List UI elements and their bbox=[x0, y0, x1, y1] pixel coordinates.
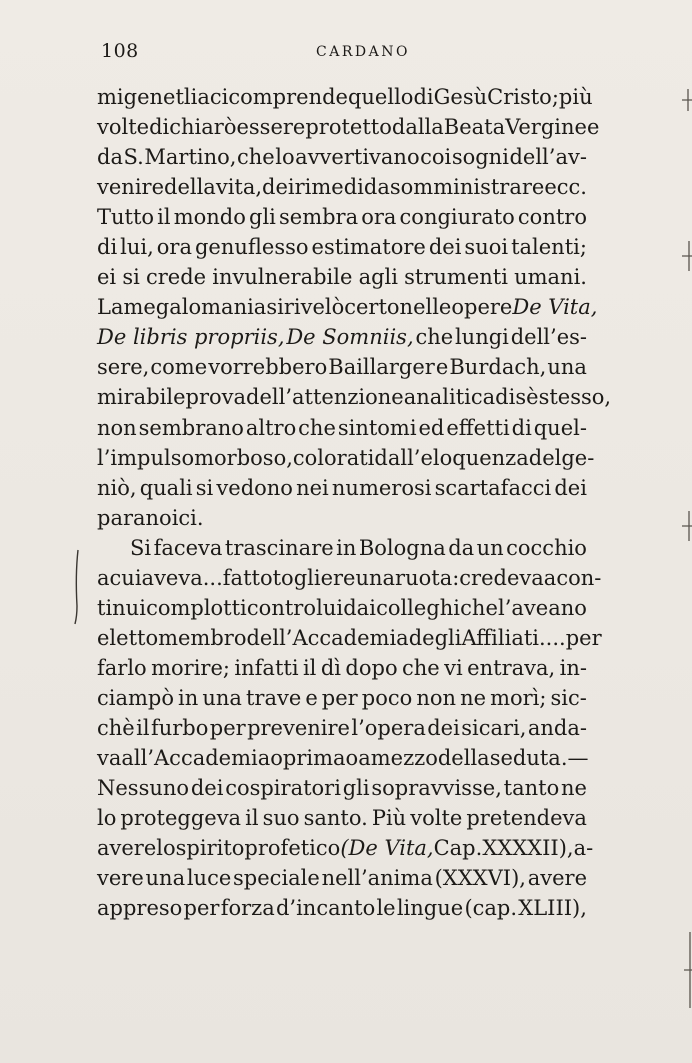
word: in bbox=[336, 535, 357, 560]
word: dai bbox=[343, 595, 376, 620]
word: dei bbox=[262, 175, 295, 200]
word: comprende bbox=[228, 85, 348, 109]
word: dei bbox=[554, 475, 587, 500]
word: santo. bbox=[303, 806, 368, 831]
word: dall’eloquenza bbox=[374, 445, 529, 470]
word: trave bbox=[245, 685, 302, 710]
word: ecc. bbox=[544, 175, 587, 200]
word: da bbox=[448, 535, 475, 560]
word: di bbox=[413, 85, 434, 109]
word: contro bbox=[517, 205, 587, 230]
word: (De Vita, bbox=[340, 836, 434, 861]
word: ei bbox=[97, 265, 117, 290]
word: strumenti bbox=[404, 265, 508, 290]
word: prima bbox=[282, 746, 346, 771]
word: nelle bbox=[399, 295, 452, 320]
word: a bbox=[358, 746, 371, 771]
word: il bbox=[302, 655, 317, 680]
word: dopo bbox=[345, 655, 398, 680]
word: una bbox=[547, 355, 587, 380]
word: le bbox=[376, 896, 396, 921]
text-line bbox=[97, 623, 602, 653]
word: La bbox=[97, 295, 124, 320]
text-line bbox=[97, 322, 587, 352]
text-line bbox=[97, 563, 602, 593]
word: faceva bbox=[153, 535, 223, 560]
word: dì bbox=[320, 655, 341, 680]
word: altro bbox=[245, 415, 297, 440]
word: sere, bbox=[97, 355, 150, 380]
word: che bbox=[237, 145, 275, 170]
word: a bbox=[97, 565, 110, 590]
text-line bbox=[97, 292, 598, 322]
word: che bbox=[415, 325, 454, 350]
text-line bbox=[97, 503, 587, 533]
word: genuflesso bbox=[194, 235, 309, 260]
word: Gesù bbox=[433, 85, 488, 109]
text-line bbox=[97, 413, 587, 443]
text-line bbox=[97, 473, 587, 503]
word: megalomania bbox=[123, 295, 267, 320]
word: ciampò bbox=[97, 685, 174, 710]
word: si bbox=[266, 295, 284, 320]
word: prevenire bbox=[247, 715, 350, 740]
word: fatto bbox=[222, 565, 273, 590]
word: forza bbox=[220, 896, 275, 921]
word: dei bbox=[427, 715, 460, 740]
word: suo bbox=[262, 806, 300, 831]
word: umani. bbox=[514, 265, 587, 290]
word: prova bbox=[185, 385, 247, 410]
word: vere bbox=[97, 866, 144, 891]
text-line bbox=[97, 713, 587, 743]
word: credeva bbox=[459, 565, 544, 590]
word: lui, bbox=[120, 235, 154, 260]
word: talenti; bbox=[511, 235, 587, 260]
word: si bbox=[122, 265, 140, 290]
word: o bbox=[345, 746, 359, 771]
word: aveva... bbox=[141, 565, 223, 590]
word: l’impulso bbox=[97, 445, 195, 470]
word: Baillarger bbox=[328, 355, 435, 380]
word: Affiliati.... bbox=[461, 625, 566, 650]
word: che bbox=[402, 655, 440, 680]
word: sogni bbox=[451, 145, 509, 170]
word: membro bbox=[158, 625, 247, 650]
text-line bbox=[97, 683, 587, 713]
running-head: CARDANO bbox=[316, 44, 410, 60]
word: protetto bbox=[305, 115, 392, 140]
text-line bbox=[97, 533, 587, 563]
word: venire bbox=[97, 175, 164, 200]
word: avere bbox=[527, 866, 587, 891]
word: d’incanto bbox=[275, 896, 376, 921]
word: niò, bbox=[97, 475, 137, 500]
word: dalla bbox=[391, 115, 444, 140]
page-header bbox=[0, 40, 692, 64]
word: genetliaci bbox=[123, 85, 229, 109]
word: in bbox=[178, 685, 199, 710]
word: di bbox=[97, 235, 118, 260]
word: poco bbox=[361, 685, 413, 710]
word: sembrano bbox=[138, 415, 244, 440]
word: degli bbox=[408, 625, 462, 650]
word: paranoici. bbox=[97, 505, 204, 530]
word: della bbox=[437, 746, 490, 771]
word: luce bbox=[186, 866, 232, 891]
word: si bbox=[195, 475, 214, 500]
page-edge-mark bbox=[680, 85, 692, 115]
word: quel- bbox=[533, 415, 587, 440]
word: per bbox=[183, 896, 220, 921]
word: l’aveano bbox=[498, 595, 587, 620]
word: mezzo bbox=[370, 746, 438, 771]
margin-bracket-mark bbox=[74, 548, 80, 626]
word: Martino, bbox=[144, 145, 237, 170]
word: cui bbox=[109, 565, 142, 590]
word: certo bbox=[344, 295, 400, 320]
word: chè bbox=[97, 715, 135, 740]
word: il bbox=[157, 205, 171, 230]
page-edge-mark bbox=[680, 930, 692, 1010]
body-text bbox=[97, 82, 612, 923]
word: vita, bbox=[215, 175, 263, 200]
word: De Somniis, bbox=[286, 325, 414, 350]
text-line bbox=[97, 833, 594, 863]
text-line bbox=[97, 863, 587, 893]
word: scartafacci bbox=[434, 475, 552, 500]
word: lungi bbox=[454, 325, 509, 350]
word: lo bbox=[97, 806, 117, 831]
word: l’opera bbox=[351, 715, 426, 740]
text-line bbox=[97, 593, 587, 623]
word: ora bbox=[156, 235, 192, 260]
word: avvertivano bbox=[295, 145, 420, 170]
word: crede bbox=[145, 265, 207, 290]
word: della bbox=[164, 175, 216, 200]
text-line bbox=[97, 382, 612, 412]
word: per bbox=[209, 715, 246, 740]
word: che bbox=[298, 415, 336, 440]
word: lo bbox=[275, 145, 295, 170]
page-number: 108 bbox=[101, 40, 139, 62]
word: dell’attenzione bbox=[246, 385, 404, 410]
word: tanto bbox=[503, 776, 560, 801]
word: all’Accademia bbox=[121, 746, 271, 771]
word: Si bbox=[130, 535, 152, 560]
word: in- bbox=[559, 655, 587, 680]
word: trascinare bbox=[224, 535, 334, 560]
word: con- bbox=[556, 565, 602, 590]
word: non bbox=[97, 415, 137, 440]
word: a bbox=[543, 565, 557, 590]
text-line bbox=[97, 803, 587, 833]
word: mondo bbox=[173, 205, 246, 230]
word: gli bbox=[249, 205, 276, 230]
word: come bbox=[150, 355, 208, 380]
word: Nessuno bbox=[97, 776, 190, 801]
word: più bbox=[558, 85, 593, 109]
word: il bbox=[136, 715, 150, 740]
word: e bbox=[435, 355, 449, 380]
word: contro bbox=[246, 595, 316, 620]
word: che bbox=[460, 595, 498, 620]
word: colleghi bbox=[376, 595, 461, 620]
text-line bbox=[97, 653, 587, 683]
word: S. bbox=[123, 145, 144, 170]
word: o bbox=[270, 746, 283, 771]
word: nei bbox=[296, 475, 329, 500]
word: rimedi bbox=[294, 175, 364, 200]
word: dei bbox=[428, 235, 462, 260]
page-edge-mark bbox=[680, 238, 692, 274]
text-line bbox=[97, 112, 600, 142]
word: morì; bbox=[490, 685, 547, 710]
word: farlo bbox=[97, 655, 147, 680]
word: lui bbox=[316, 595, 344, 620]
word: seduta.— bbox=[489, 746, 589, 771]
text-line bbox=[97, 232, 587, 262]
text-line bbox=[97, 202, 587, 232]
word: proteggeva bbox=[120, 806, 242, 831]
text-line bbox=[97, 262, 587, 292]
text-line bbox=[97, 443, 595, 473]
word: vorrebbero bbox=[208, 355, 328, 380]
word: dei bbox=[190, 776, 224, 801]
word: sopravvisse, bbox=[371, 776, 502, 801]
word: a- bbox=[573, 836, 594, 861]
word: dell’es- bbox=[510, 325, 587, 350]
word: Cristo; bbox=[487, 85, 559, 109]
word: mi bbox=[97, 85, 124, 109]
word: cospiratori bbox=[225, 776, 341, 801]
word: XXXXII), bbox=[482, 836, 574, 861]
word: colorati bbox=[292, 445, 375, 470]
word: profetico bbox=[244, 836, 341, 861]
word: volte bbox=[97, 115, 150, 140]
word: ed bbox=[418, 415, 445, 440]
word: e bbox=[586, 115, 600, 140]
word: lo bbox=[156, 836, 176, 861]
text-line bbox=[97, 172, 587, 202]
word: agli bbox=[358, 265, 398, 290]
word: complotti bbox=[146, 595, 247, 620]
word: ne bbox=[460, 685, 487, 710]
word: sè bbox=[515, 385, 539, 410]
word: quello bbox=[347, 85, 414, 109]
word: stesso, bbox=[538, 385, 612, 410]
word: (cap. bbox=[464, 896, 518, 921]
word: ge- bbox=[561, 445, 595, 470]
text-line bbox=[97, 82, 593, 112]
word: coi bbox=[420, 145, 452, 170]
word: numerosi bbox=[331, 475, 432, 500]
word: sintomi bbox=[337, 415, 417, 440]
word: ne bbox=[561, 776, 587, 801]
word: (XXXVI), bbox=[434, 866, 526, 891]
word: il bbox=[245, 806, 259, 831]
word: morire; bbox=[151, 655, 230, 680]
word: appreso bbox=[97, 896, 183, 921]
word: togliere bbox=[272, 565, 356, 590]
word: morboso, bbox=[194, 445, 293, 470]
word: analitica bbox=[403, 385, 496, 410]
word: ora bbox=[361, 205, 397, 230]
word: da bbox=[363, 175, 390, 200]
word: De Vita, bbox=[512, 295, 598, 320]
word: opere bbox=[451, 295, 513, 320]
word: BeataVergine bbox=[443, 115, 587, 140]
word: invulnerabile bbox=[212, 265, 353, 290]
word: una bbox=[202, 685, 242, 710]
word: dichiarò bbox=[149, 115, 237, 140]
word: una bbox=[355, 565, 396, 590]
word: Bologna bbox=[358, 535, 446, 560]
text-line bbox=[97, 743, 587, 773]
word: avere bbox=[97, 836, 157, 861]
word: lingue bbox=[396, 896, 464, 921]
word: nell’anima bbox=[321, 866, 433, 891]
page-edge-mark bbox=[680, 508, 692, 544]
word: un bbox=[476, 535, 504, 560]
word: Più bbox=[371, 806, 407, 831]
word: del bbox=[528, 445, 562, 470]
text-line bbox=[97, 773, 587, 803]
word: estimatore bbox=[311, 235, 426, 260]
text-line bbox=[97, 893, 587, 923]
word: dell’Accademia bbox=[246, 625, 409, 650]
word: sicari, bbox=[461, 715, 527, 740]
word: volte bbox=[410, 806, 463, 831]
word: De libris propriis, bbox=[97, 325, 285, 350]
word: di bbox=[495, 385, 516, 410]
word: XLIII), bbox=[518, 896, 587, 921]
word: per bbox=[321, 685, 358, 710]
word: vedono bbox=[216, 475, 293, 500]
word: dell’av- bbox=[509, 145, 587, 170]
word: ruota: bbox=[395, 565, 460, 590]
word: anda- bbox=[527, 715, 587, 740]
word: rivelò bbox=[283, 295, 345, 320]
word: somministrare bbox=[389, 175, 545, 200]
word: cocchio bbox=[506, 535, 587, 560]
word: entrava, bbox=[467, 655, 556, 680]
word: suoi bbox=[464, 235, 509, 260]
word: infatti bbox=[234, 655, 299, 680]
word: gli bbox=[342, 776, 370, 801]
word: da bbox=[97, 145, 123, 170]
word: va bbox=[97, 746, 122, 771]
word: vi bbox=[444, 655, 463, 680]
word: per bbox=[565, 625, 602, 650]
word: Burdach, bbox=[449, 355, 547, 380]
word: eletto bbox=[97, 625, 159, 650]
word: congiurato bbox=[399, 205, 515, 230]
word: quali bbox=[139, 475, 193, 500]
word: tinui bbox=[97, 595, 146, 620]
word: Tutto bbox=[97, 205, 155, 230]
word: di bbox=[511, 415, 532, 440]
word: Cap. bbox=[433, 836, 483, 861]
text-line bbox=[97, 352, 587, 382]
word: effetti bbox=[446, 415, 510, 440]
text-line bbox=[97, 142, 587, 172]
word: sic- bbox=[550, 685, 587, 710]
word: non bbox=[416, 685, 457, 710]
word: furbo bbox=[150, 715, 209, 740]
word: mirabile bbox=[97, 385, 186, 410]
word: essere bbox=[236, 115, 306, 140]
word: e bbox=[305, 685, 318, 710]
word: una bbox=[145, 866, 186, 891]
word: speciale bbox=[233, 866, 320, 891]
word: spirito bbox=[175, 836, 245, 861]
word: pretendeva bbox=[466, 806, 587, 831]
word: sembra bbox=[279, 205, 359, 230]
